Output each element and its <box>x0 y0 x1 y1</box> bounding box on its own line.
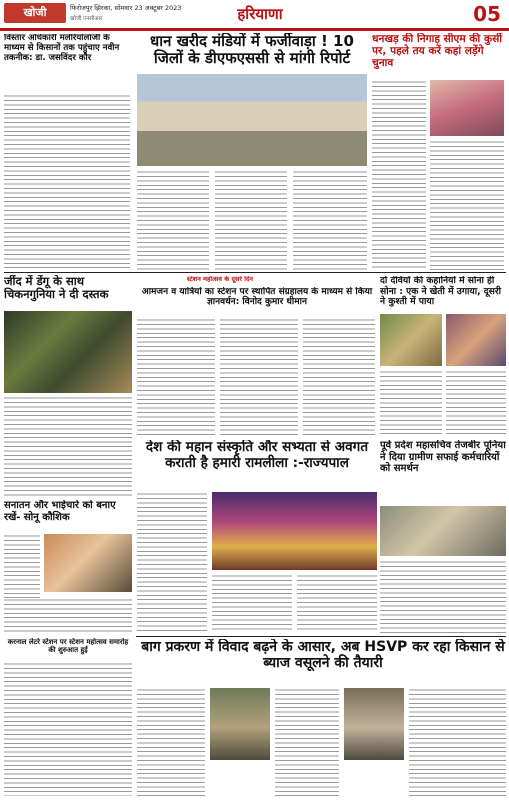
article-8-headline: सनातन और भाईचारे को बनाए रखें- सोनू कौशिक <box>4 500 116 523</box>
article-3-photo <box>430 80 504 136</box>
article-10-headline: करनाल लेटरे स्टेशन पर स्टेशन महोत्सव समारोह की शुरुआत हुई <box>7 638 129 655</box>
article-9-photo <box>380 506 506 556</box>
article-5-headline: आमजन व यात्रियों का स्टेशन पर स्थापित संग्रहालय के माध्यम से किया ज्ञानवर्धन: विनोद कुमार धीमान <box>141 287 373 308</box>
article-4-headline: जींद में डेंगू के साथ चिकनगुनिया ने दी दस्तक <box>4 275 109 302</box>
article-1-body <box>4 94 130 270</box>
article-6-body-col1 <box>380 370 442 436</box>
article-7-headline: देश की महान संस्कृति और सभ्यता से अवगत कराती है हमारी रामलीला :-राज्यपाल <box>145 440 369 471</box>
article-7-body-col2 <box>212 574 292 632</box>
article-2-body-col1 <box>137 170 209 270</box>
article-8-body-col2 <box>4 598 132 634</box>
tagline: खोजी एनसीआर <box>70 16 103 22</box>
article-3-body-col1 <box>372 80 426 270</box>
section-title: हरियाणा <box>237 5 283 23</box>
article-5-kicker: स्टेशन महोत्सव के दूसरे दिन <box>186 276 253 283</box>
article-11-headline: बाग प्रकरण में विवाद बढ़ने के आसार, अब HSVP कर रहा किसान से ब्याज वसूलने की तैयारी <box>141 639 505 672</box>
article-5-body-col1 <box>137 318 215 438</box>
article-11-body-col2 <box>275 688 339 796</box>
article-6-photo-1 <box>380 314 442 366</box>
article-7-body-col3 <box>297 574 377 632</box>
article-9-headline: पूर्व प्रदेश महासचिव तेजबीर पूनिया ने दिया ग्रामीण सफाई कर्मचारियों को समर्थन <box>380 440 506 474</box>
article-10-body <box>4 662 132 796</box>
article-6-body-col2 <box>446 370 506 436</box>
article-4-body <box>4 396 132 496</box>
article-6-photo-2 <box>446 314 506 366</box>
article-8-body-col1 <box>4 534 40 598</box>
article-5-body-col3 <box>303 318 375 438</box>
article-2-body-col3 <box>293 170 367 270</box>
divider <box>4 272 506 273</box>
article-11-photo-2 <box>344 688 404 760</box>
article-3-headline: धनखड़ की निगाह सीएम की कुर्सी पर, पहले तय करें कहां लड़ेंगे चुनाव <box>372 33 503 70</box>
article-2-headline: धान खरीद मंडियों में फर्जीवाड़ा ! 10 जिलों के डीएफएससी से मांगी रिपोर्ट <box>150 33 354 68</box>
article-4-photo <box>4 311 132 393</box>
article-7-photo <box>212 492 377 570</box>
article-11-photo-1 <box>210 688 270 760</box>
article-7-body-col1 <box>137 492 207 632</box>
article-6-headline: दो देवियों की कहानियों में सोना ही सोना : एक ने खेती में उगाया, दूसरी ने कुश्ती में पाया <box>380 276 502 308</box>
article-11-body-col1 <box>137 688 205 796</box>
article-5-body-col2 <box>220 318 298 438</box>
divider-bottom <box>136 636 506 637</box>
article-8-photo <box>44 534 132 592</box>
article-2-body-col2 <box>215 170 287 270</box>
article-11-body-col3 <box>409 688 506 796</box>
article-1-headline: विस्तार अधिकारी मलेरियोलॉजी के माध्यम से किसानों तक पहुंचाए नवीन तकनीक: डा. जसविंदर कौर <box>4 34 120 63</box>
page-number: 05 <box>468 2 506 26</box>
article-2-photo <box>137 74 367 166</box>
dateline: फिरोजपुर झिरका, सोमवार 23 अक्टूबर 2023 <box>70 4 182 12</box>
masthead-rule <box>0 28 509 31</box>
brand-logo: खोजी <box>4 3 66 23</box>
article-9-body <box>380 560 506 634</box>
article-3-body-col2 <box>430 140 504 270</box>
